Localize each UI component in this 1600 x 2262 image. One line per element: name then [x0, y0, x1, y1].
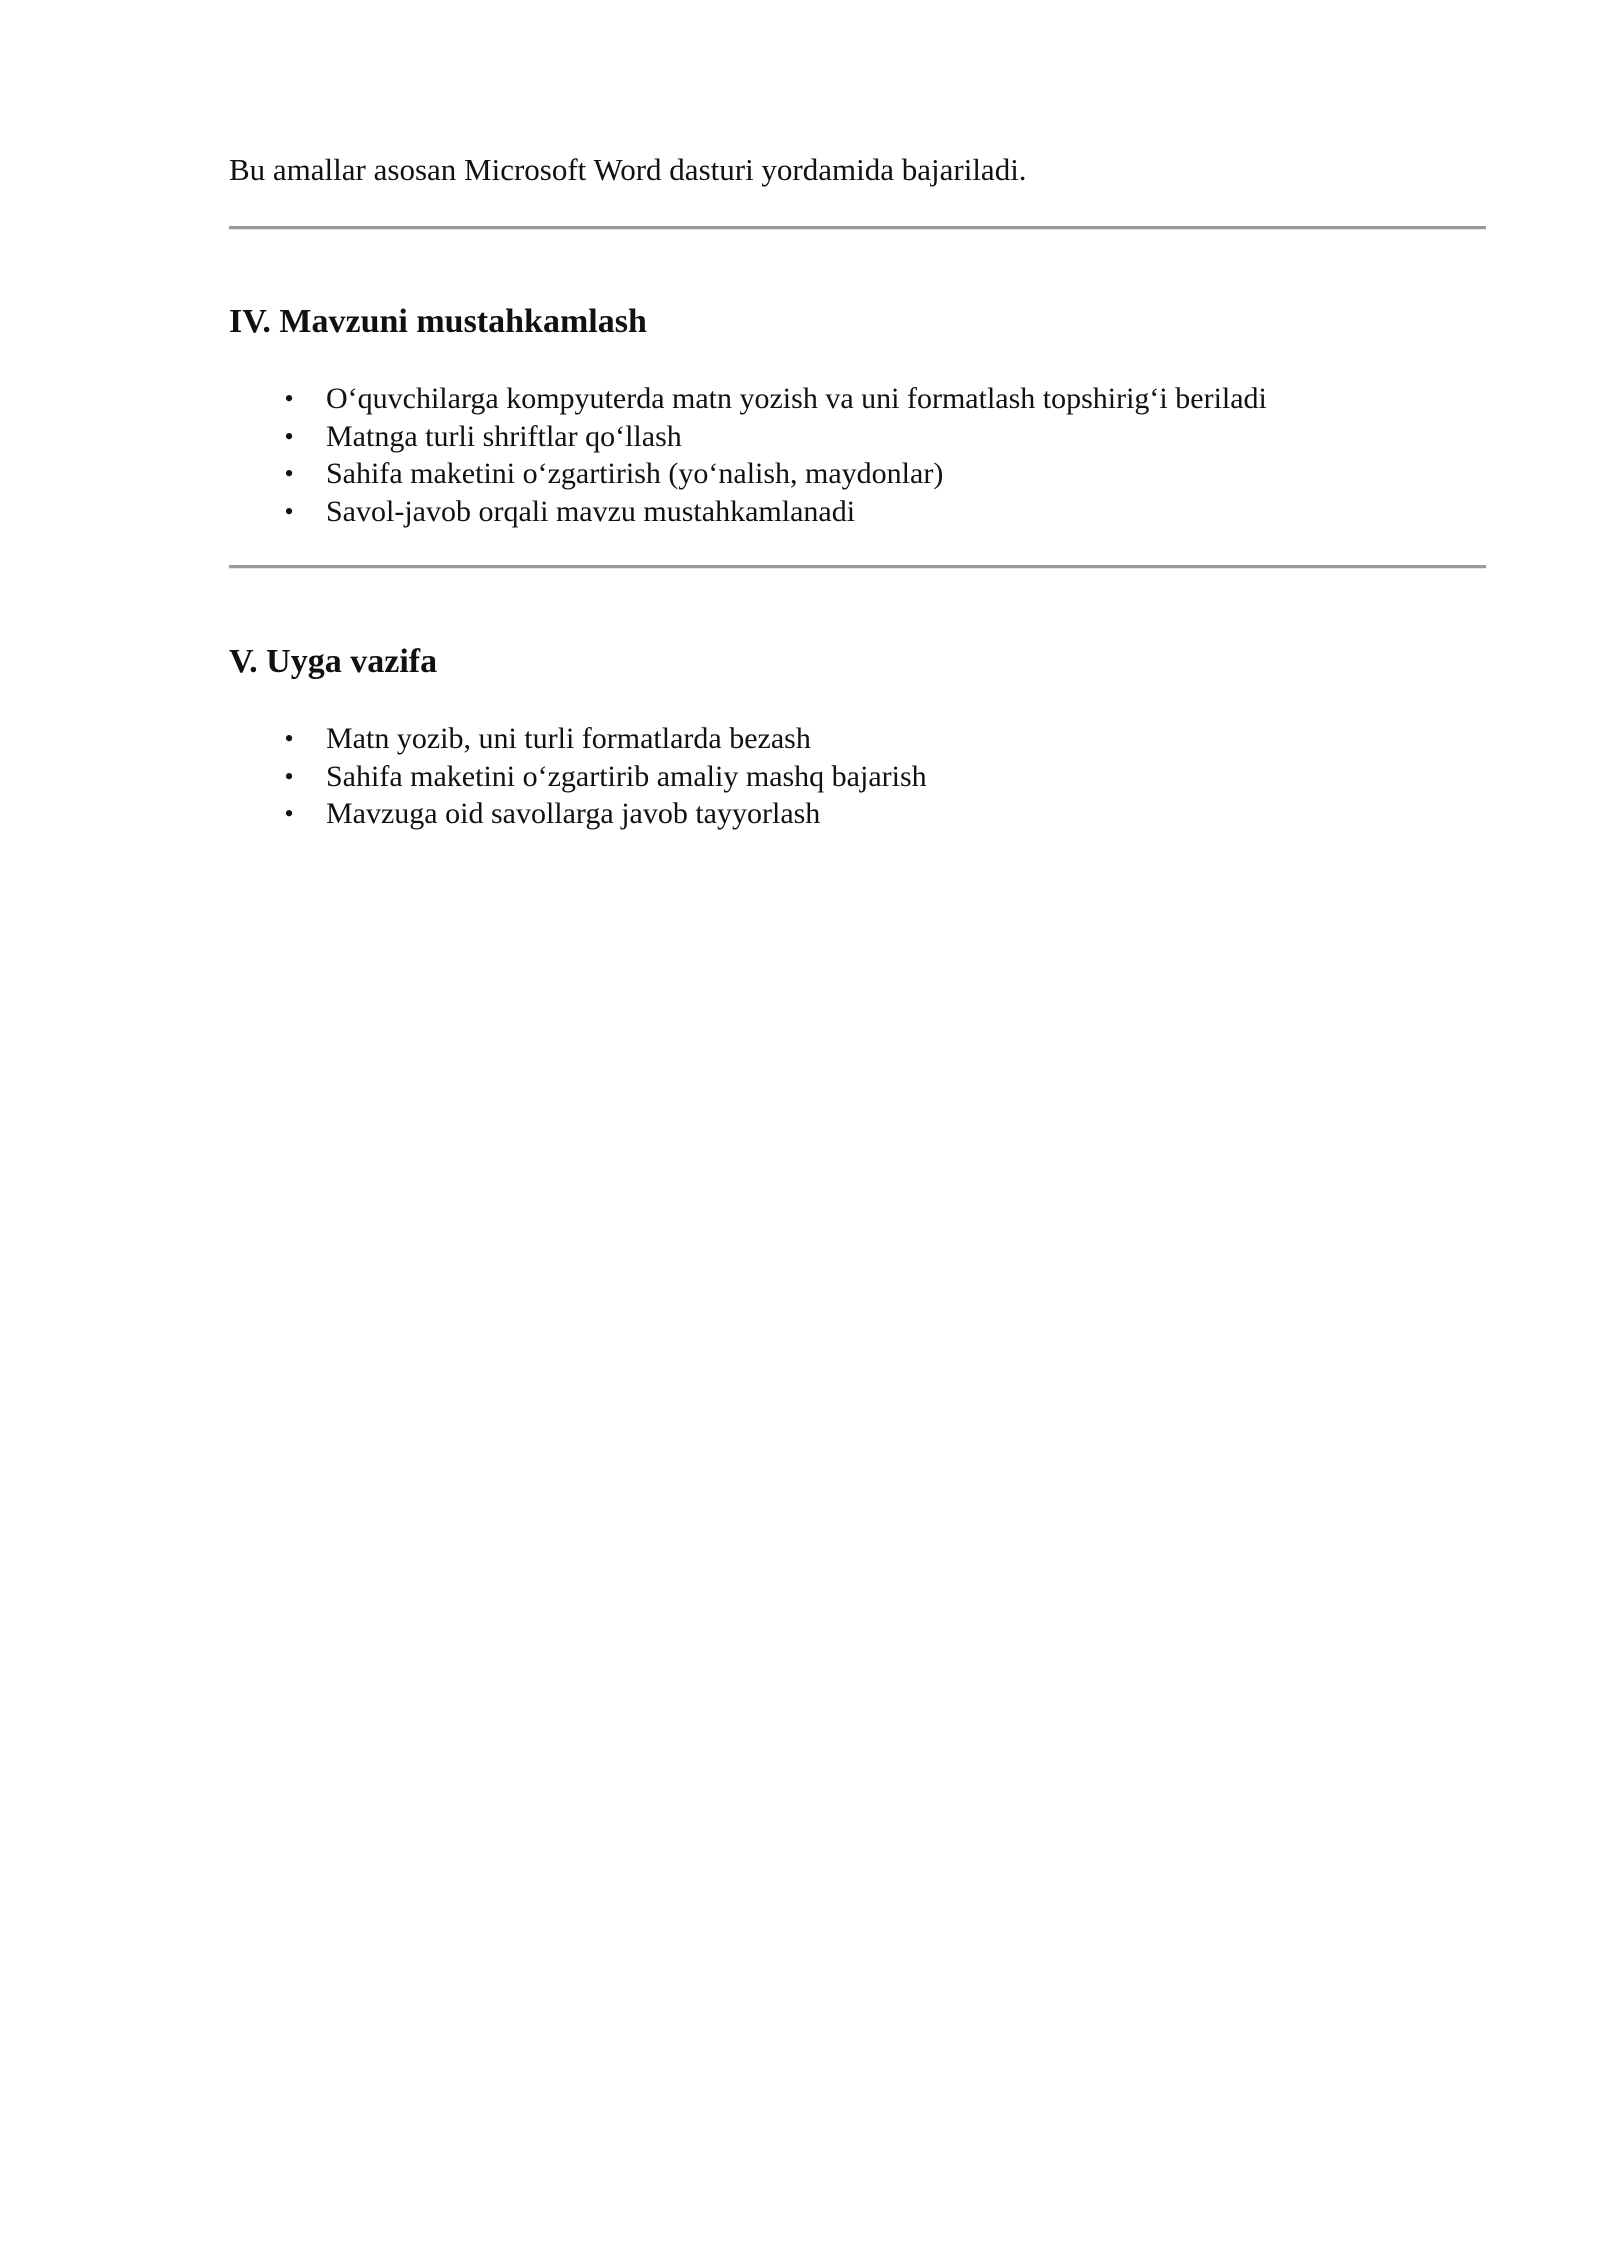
intro-paragraph: Bu amallar asosan Microsoft Word dasturi yordamida bajariladi.: [229, 152, 1027, 187]
list-item: [229, 455, 1267, 493]
list-item-text: Sahifa maketini o‘zgartirish (yo‘nalish, maydonlar): [326, 457, 944, 490]
bullet-icon: •: [284, 496, 294, 526]
section-heading-iv: IV. Mavzuni mustahkamlash: [229, 303, 647, 340]
list-item-text: O‘quvchilarga kompyuterda matn yozish va uni formatlash topshirig‘i beriladi: [326, 382, 1267, 415]
section-heading-v: V. Uyga vazifa: [229, 643, 438, 680]
list-item: [229, 795, 927, 833]
section-v-list: [229, 720, 927, 833]
list-item: [229, 758, 927, 796]
list-item-text: Matnga turli shriftlar qo‘llash: [326, 419, 682, 453]
list-item-text: Mavzuga oid savollarga javob tayyorlash: [326, 797, 821, 830]
list-item: [229, 720, 927, 758]
bullet-icon: •: [284, 799, 294, 828]
list-item-text: Sahifa maketini o‘zgartirib amaliy mashq bajarish: [326, 759, 927, 793]
list-item-text: Savol-javob orqali mavzu mustahkamlanadi: [326, 494, 856, 528]
bullet-icon: •: [284, 724, 294, 753]
horizontal-rule: [229, 565, 1486, 569]
section-iv-list: [229, 380, 1267, 530]
bullet-icon: •: [284, 459, 294, 488]
horizontal-rule: [229, 226, 1486, 230]
bullet-icon: •: [284, 761, 294, 791]
list-item-text: Matn yozib, uni turli formatlarda bezash: [326, 722, 811, 755]
list-item: [229, 418, 1267, 456]
bullet-icon: •: [284, 421, 294, 451]
list-item: [229, 380, 1267, 418]
list-item: [229, 493, 1267, 531]
bullet-icon: •: [284, 384, 294, 413]
